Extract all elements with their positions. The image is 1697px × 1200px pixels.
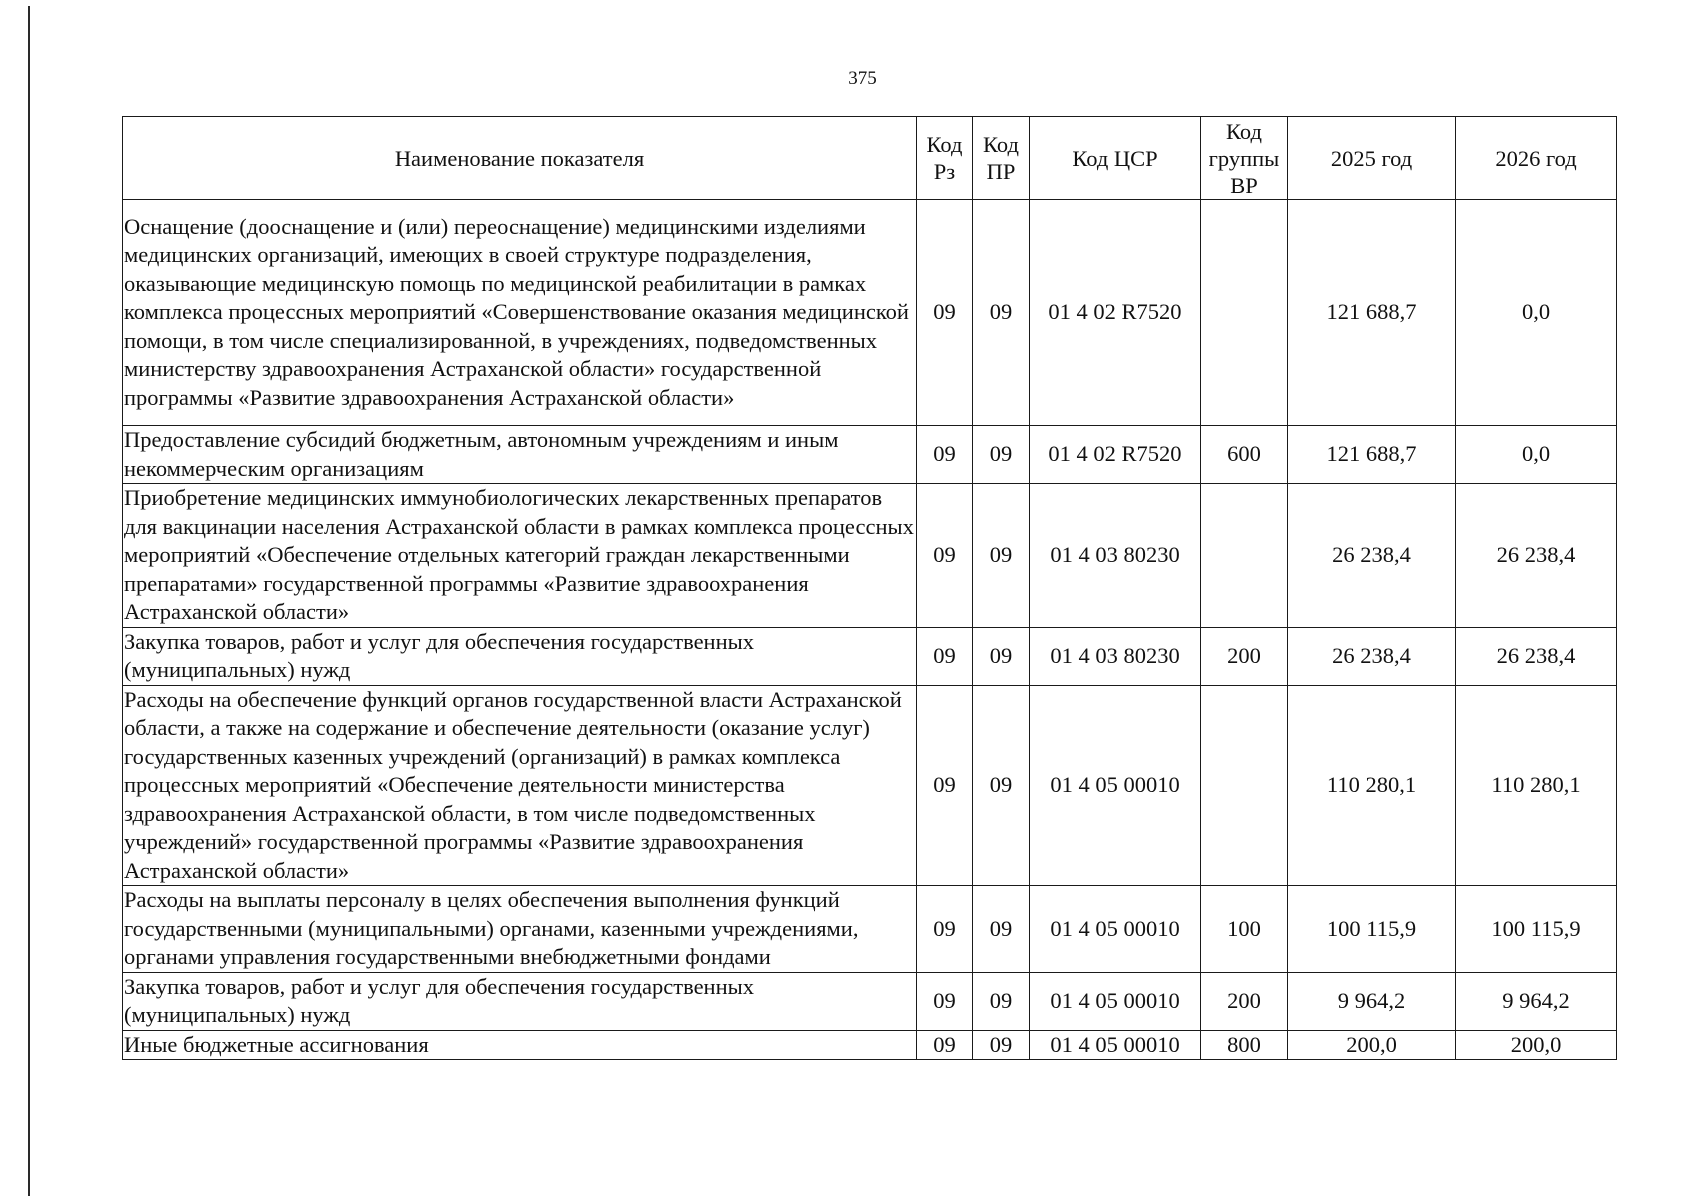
- cell-2026: 0,0: [1456, 200, 1617, 426]
- cell-rz: 09: [917, 886, 973, 973]
- table-row: [123, 886, 1617, 973]
- table-row: [123, 484, 1617, 628]
- cell-2025: 110 280,1: [1288, 685, 1456, 886]
- cell-csr: 01 4 02 R7520: [1030, 426, 1201, 484]
- cell-2025: 121 688,7: [1288, 200, 1456, 426]
- cell-2025: 26 238,4: [1288, 627, 1456, 685]
- budget-table: [122, 116, 1617, 1060]
- cell-name: Иные бюджетные ассигнования: [123, 1030, 917, 1060]
- cell-vr: [1201, 200, 1288, 426]
- cell-rz: 09: [917, 627, 973, 685]
- cell-2025: 9 964,2: [1288, 972, 1456, 1030]
- cell-2026: 100 115,9: [1456, 886, 1617, 973]
- cell-pr: 09: [973, 1030, 1030, 1060]
- table-row: [123, 627, 1617, 685]
- binding-margin-line: [28, 6, 30, 1196]
- page-number: 375: [848, 68, 877, 89]
- cell-csr: 01 4 03 80230: [1030, 484, 1201, 628]
- cell-name: Предоставление субсидий бюджетным, автономным учреждениям и иным некоммерческим организациям: [123, 426, 917, 484]
- table-row: [123, 685, 1617, 886]
- cell-pr: 09: [973, 200, 1030, 426]
- cell-name: Приобретение медицинских иммунобиологических лекарственных препаратов для вакцинации населения Астраханской области в рамках комплекса процессных мероприятий «Обеспечение отдельных категорий граждан лекарственными препаратами» государственной программы «Развитие здравоохранения Астраханской области»: [123, 484, 917, 628]
- cell-2026: 200,0: [1456, 1030, 1617, 1060]
- cell-2026: 9 964,2: [1456, 972, 1617, 1030]
- cell-name: Оснащение (дооснащение и (или) переоснащение) медицинскими изделиями медицинских организаций, имеющих в своей структуре подразделения, оказывающие медицинскую помощь по медицинской реабилитации в рамках комплекса процессных мероприятий «Совершенствование оказания медицинской помощи, в том числе специализированной, в учреждениях, подведомственных министерству здравоохранения Астраханской области» государственной программы «Развитие здравоохранения Астраханской области»: [123, 200, 917, 426]
- header-pr: Код ПР: [973, 117, 1030, 200]
- cell-rz: 09: [917, 685, 973, 886]
- cell-2025: 200,0: [1288, 1030, 1456, 1060]
- cell-csr: 01 4 05 00010: [1030, 685, 1201, 886]
- header-csr: Код ЦСР: [1030, 117, 1201, 200]
- header-name: Наименование показателя: [123, 117, 917, 200]
- table-header-row: [123, 117, 1617, 200]
- header-rz: Код Рз: [917, 117, 973, 200]
- cell-vr: 200: [1201, 627, 1288, 685]
- cell-2026: 26 238,4: [1456, 627, 1617, 685]
- table-row: [123, 200, 1617, 426]
- cell-pr: 09: [973, 484, 1030, 628]
- cell-name: Расходы на выплаты персоналу в целях обеспечения выполнения функций государственными (муниципальными) органами, казенными учреждениями, органами управления государственными внебюджетными фондами: [123, 886, 917, 973]
- cell-2025: 26 238,4: [1288, 484, 1456, 628]
- cell-csr: 01 4 02 R7520: [1030, 200, 1201, 426]
- cell-csr: 01 4 03 80230: [1030, 627, 1201, 685]
- cell-rz: 09: [917, 484, 973, 628]
- table-row: [123, 426, 1617, 484]
- cell-2026: 110 280,1: [1456, 685, 1617, 886]
- cell-pr: 09: [973, 972, 1030, 1030]
- cell-csr: 01 4 05 00010: [1030, 1030, 1201, 1060]
- cell-vr: 100: [1201, 886, 1288, 973]
- cell-2025: 100 115,9: [1288, 886, 1456, 973]
- cell-2026: 0,0: [1456, 426, 1617, 484]
- cell-vr: 600: [1201, 426, 1288, 484]
- cell-rz: 09: [917, 200, 973, 426]
- header-2025: 2025 год: [1288, 117, 1456, 200]
- cell-vr: [1201, 685, 1288, 886]
- cell-rz: 09: [917, 426, 973, 484]
- cell-vr: 800: [1201, 1030, 1288, 1060]
- cell-2025: 121 688,7: [1288, 426, 1456, 484]
- cell-rz: 09: [917, 1030, 973, 1060]
- cell-pr: 09: [973, 627, 1030, 685]
- cell-pr: 09: [973, 685, 1030, 886]
- cell-name: Закупка товаров, работ и услуг для обеспечения государственных (муниципальных) нужд: [123, 627, 917, 685]
- cell-2026: 26 238,4: [1456, 484, 1617, 628]
- cell-name: Закупка товаров, работ и услуг для обеспечения государственных (муниципальных) нужд: [123, 972, 917, 1030]
- table-row: [123, 1030, 1617, 1060]
- cell-vr: 200: [1201, 972, 1288, 1030]
- header-2026: 2026 год: [1456, 117, 1617, 200]
- cell-pr: 09: [973, 886, 1030, 973]
- header-vr: Код группы ВР: [1201, 117, 1288, 200]
- cell-pr: 09: [973, 426, 1030, 484]
- table-row: [123, 972, 1617, 1030]
- cell-csr: 01 4 05 00010: [1030, 972, 1201, 1030]
- cell-vr: [1201, 484, 1288, 628]
- cell-name: Расходы на обеспечение функций органов государственной власти Астраханской области, а также на содержание и обеспечение деятельности (оказание услуг) государственных казенных учреждений (организаций) в рамках комплекса процессных мероприятий «Обеспечение деятельности министерства здравоохранения Астраханской области, в том числе подведомственных учреждений» государственной программы «Развитие здравоохранения Астраханской области»: [123, 685, 917, 886]
- cell-rz: 09: [917, 972, 973, 1030]
- cell-csr: 01 4 05 00010: [1030, 886, 1201, 973]
